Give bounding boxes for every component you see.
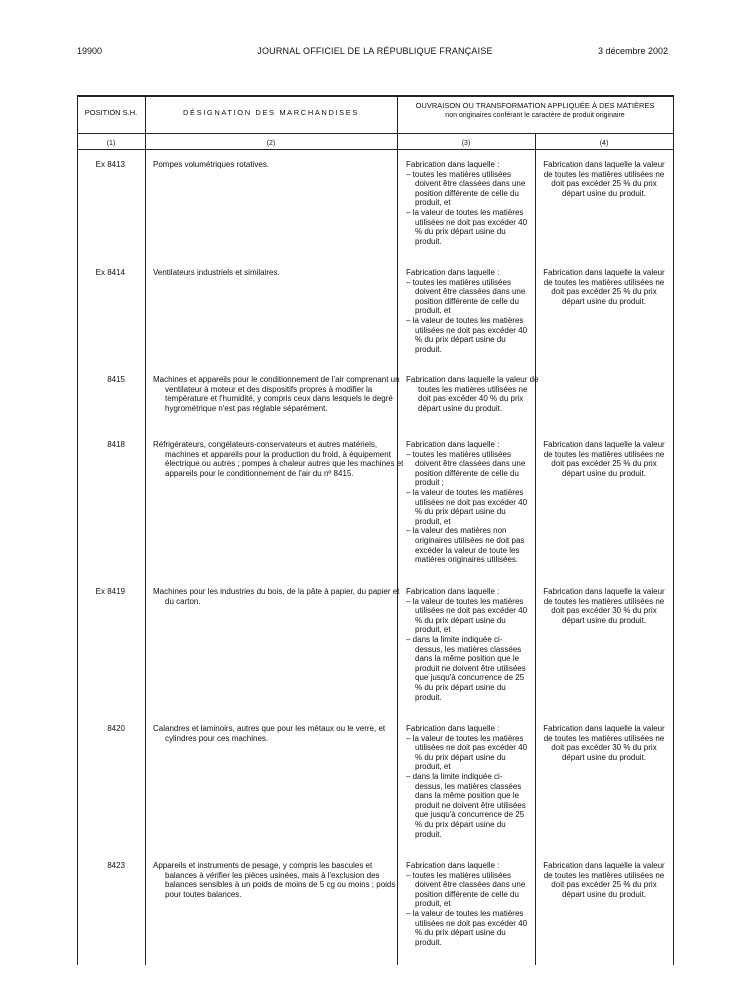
row-position: 8420 [107,724,125,733]
rule-condition: – la valeur de toutes les matières utilisées ne doit pas excéder 40 % du prix départ usine du produit, et [406,488,529,526]
rule-condition: – la valeur de toutes les matières utilisées ne doit pas excéder 40 % du prix départ usine du produit. [406,208,529,246]
column-divider-3 [535,133,536,965]
row-transformation-rule [406,587,529,702]
row-position: 8423 [107,861,125,870]
rule-intro: Fabrication dans laquelle : [406,268,500,277]
column-divider-2 [397,95,398,965]
header-bottom-rule [77,133,673,134]
issue-date: 3 décembre 2002 [597,46,668,56]
row-transformation-rule [406,724,529,839]
row-designation: Machines pour les industries du bois, de la pâte à papier, du papier et du carton. [153,587,400,606]
column-number-rule [77,149,673,150]
rule-condition: – la valeur des matières non originaires utilisées ne doit pas excéder la valeur de toute les matières originaires utilisées. [406,526,529,564]
column-title-position: POSITION S.H. [84,108,138,117]
table-border-left [77,95,78,965]
row-position: Ex 8419 [95,587,125,596]
rule-condition: – toutes les matières utilisées doivent être classées dans une position différente de celle du produit, et [406,871,529,909]
row-position: 8415 [107,375,125,384]
row-designation: Pompes volumétriques rotatives. [153,160,270,169]
rule-condition: – toutes les matières utilisées doivent être classées dans une position différente de celle du produit ; [406,450,529,488]
row-position: Ex 8413 [95,160,125,169]
row-transformation-rule [406,160,529,246]
row-designation: Appareils et instruments de pesage, y compris les bascules et balances à vérifier les pièces usinées, mais à l'exclusion des balances sensibles à un poids de moins de 5 cg ou moins ; poids pour toutes balances. [153,861,396,899]
rule-condition: – la valeur de toutes les matières utilisées ne doit pas excéder 40 % du prix départ usine du produit, et [406,734,529,772]
rule-condition: – dans la limite indiquée ci-dessus, les matières classées dans la même position que le produit ne doivent être utilisées que jusqu'à concurrence de 25 % du prix départ usine du produit. [406,772,529,839]
rule-intro: Fabrication dans laquelle : [406,160,500,169]
row-alternative-rule: Fabrication dans laquelle la valeur de toutes les matières utilisées ne doit pas excéder 25 % du prix départ usine du produit. [543,268,665,306]
table-border-right [673,95,674,965]
column-title-transformation [397,101,673,121]
row-transformation-rule: Fabrication dans laquelle la valeur de toutes les matières utilisées ne doit pas excéder 40 % du prix départ usine du produit. [406,375,539,413]
column-title-transformation-line2: non originaires conférant le caractère de produit originaire [445,112,625,119]
column-title-transformation-line1: OUVRAISON OU TRANSFORMATION APPLIQUÉE À DES MATIÈRES [415,101,655,110]
row-position: 8418 [107,440,125,449]
row-alternative-rule: Fabrication dans laquelle la valeur de toutes les matières utilisées ne doit pas excéder 25 % du prix départ usine du produit. [543,440,665,478]
page-number: 19900 [77,46,103,56]
row-transformation-rule [406,440,529,565]
row-alternative-rule: Fabrication dans laquelle la valeur de toutes les matières utilisées ne doit pas excéder 30 % du prix départ usine du produit. [543,587,665,625]
rule-condition: – la valeur de toutes les matières utilisées ne doit pas excéder 40 % du prix départ usine du produit. [406,909,529,947]
row-designation: Réfrigérateurs, congélateurs-conservateurs et autres matériels, machines et appareils pour la production du froid, à équipement électrique ou autres ; pompes à chaleur autres que les machines et appareils pour le conditionnement de l'air du nº 8415. [153,440,404,478]
column-number-3: (3) [461,140,471,147]
journal-title: JOURNAL OFFICIEL DE LA RÉPUBLIQUE FRANÇAISE [257,46,493,56]
rule-intro: Fabrication dans laquelle : [406,587,500,596]
row-designation: Calandres et laminoirs, autres que pour les métaux ou le verre, et cylindres pour ces machines. [153,724,386,743]
table-frame [77,95,673,965]
rule-condition: – la valeur de toutes les matières utilisées ne doit pas excéder 40 % du prix départ usine du produit. [406,316,529,354]
rule-intro: Fabrication dans laquelle : [406,861,500,870]
row-alternative-rule: Fabrication dans laquelle la valeur de toutes les matières utilisées ne doit pas excéder 30 % du prix départ usine du produit. [543,724,665,762]
row-transformation-rule [406,861,529,947]
rule-intro: Fabrication dans laquelle : [406,724,500,733]
row-alternative-rule: Fabrication dans laquelle la valeur de toutes les matières utilisées ne doit pas excéder 25 % du prix départ usine du produit. [543,861,665,899]
row-transformation-rule [406,268,529,354]
column-number-4: (4) [599,140,609,147]
column-number-1: (1) [106,140,116,147]
row-designation: Ventilateurs industriels et similaires. [153,268,280,277]
rule-intro: Fabrication dans laquelle : [406,440,500,449]
rule-condition: – dans la limite indiquée ci-dessus, les matières classées dans la même position que le produit ne doivent être utilisées que jusqu'à concurrence de 25 % du prix départ usine du produit. [406,635,529,702]
column-number-2: (2) [266,140,276,147]
rule-condition: – toutes les matières utilisées doivent être classées dans une position différente de celle du produit, et [406,170,529,208]
column-title-designation: DÉSIGNATION DES MARCHANDISES [183,108,359,117]
rule-condition: – la valeur de toutes les matières utilisées ne doit pas excéder 40 % du prix départ usine du produit, et [406,597,529,635]
rule-condition: – toutes les matières utilisées doivent être classées dans une position différente de celle du produit, et [406,278,529,316]
table-top-rule [77,95,673,97]
row-position: Ex 8414 [95,268,125,277]
column-divider-1 [145,95,146,965]
row-alternative-rule: Fabrication dans laquelle la valeur de toutes les matières utilisées ne doit pas excéder 25 % du prix départ usine du produit. [543,160,665,198]
row-designation: Machines et appareils pour le conditionnement de l'air comprenant un ventilateur à moteur et des dispositifs propres à modifier la température et l'humidité, y compris ceux dans lesquels le degré hygrométrique n'est pas réglable séparément. [153,375,400,413]
